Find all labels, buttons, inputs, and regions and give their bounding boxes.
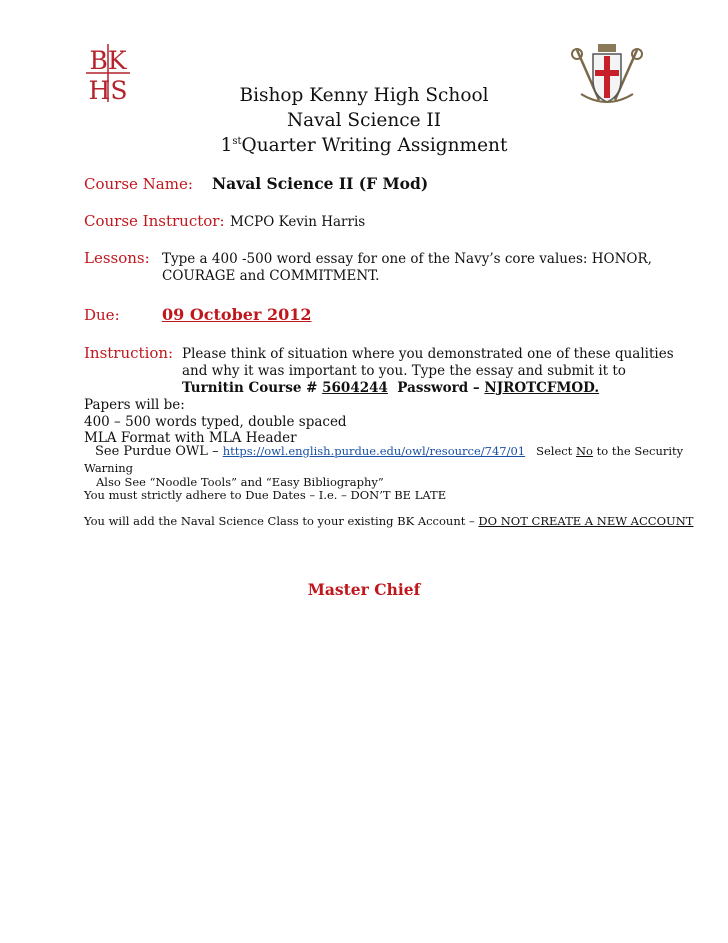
lessons-line2: COURAGE and COMMITMENT. <box>162 268 380 284</box>
account-note: You will add the Naval Science Class to your existing BK Account – DO NOT CREATE A NEW ACCOUNT <box>84 514 694 528</box>
course-name-value: Naval Science II (F Mod) <box>212 174 429 193</box>
instructor-value: MCPO Kevin Harris <box>230 214 366 230</box>
word-count-requirement: 400 – 500 words typed, double spaced <box>84 414 347 430</box>
instruction-label: Instruction: <box>84 344 174 362</box>
school-name: Bishop Kenny High School <box>239 85 489 106</box>
security-warning-word: Warning <box>84 461 134 475</box>
purdue-owl-line: See Purdue OWL – https://owl.english.purdue.edu/owl/resource/747/01 Select No to the Security <box>95 444 684 459</box>
instruction-line2: and why it was important to you. Type the essay and submit it to <box>182 363 626 379</box>
turnitin-info: Turnitin Course # 5604244 Password – NJROTCFMOD. <box>182 380 600 396</box>
due-date: 09 October 2012 <box>162 305 312 324</box>
turnitin-course-number: 5604244 <box>322 380 388 396</box>
turnitin-password: NJROTCFMOD. <box>484 380 600 396</box>
due-date-warning: You must strictly adhere to Due Dates – I.e. – DON’T BE LATE <box>84 488 447 502</box>
lessons-line1: Type a 400 -500 word essay for one of the Navy’s core values: HONOR, <box>162 251 652 267</box>
due-label: Due: <box>84 306 120 324</box>
course-name-label: Course Name: <box>84 175 193 193</box>
signature: Master Chief <box>307 580 421 599</box>
account-emphasis: DO NOT CREATE A NEW ACCOUNT <box>478 514 694 528</box>
purdue-owl-link[interactable]: https://owl.english.purdue.edu/owl/resource/747/01 <box>222 444 526 458</box>
assignment-title: 1stQuarter Writing Assignment <box>220 135 508 156</box>
instructor-label: Course Instructor: <box>84 212 225 230</box>
instruction-line1: Please think of situation where you demonstrated one of these qualities <box>182 346 674 362</box>
also-see-tools: Also See “Noodle Tools” and “Easy Bibliography” <box>96 475 384 489</box>
lessons-label: Lessons: <box>84 249 150 267</box>
papers-heading: Papers will be: <box>84 397 185 413</box>
mla-requirement: MLA Format with MLA Header <box>84 430 297 446</box>
logo-letters-bottom: HS <box>88 76 128 104</box>
logo-letters-top: BK <box>89 46 127 75</box>
course-title: Naval Science II <box>286 110 442 131</box>
